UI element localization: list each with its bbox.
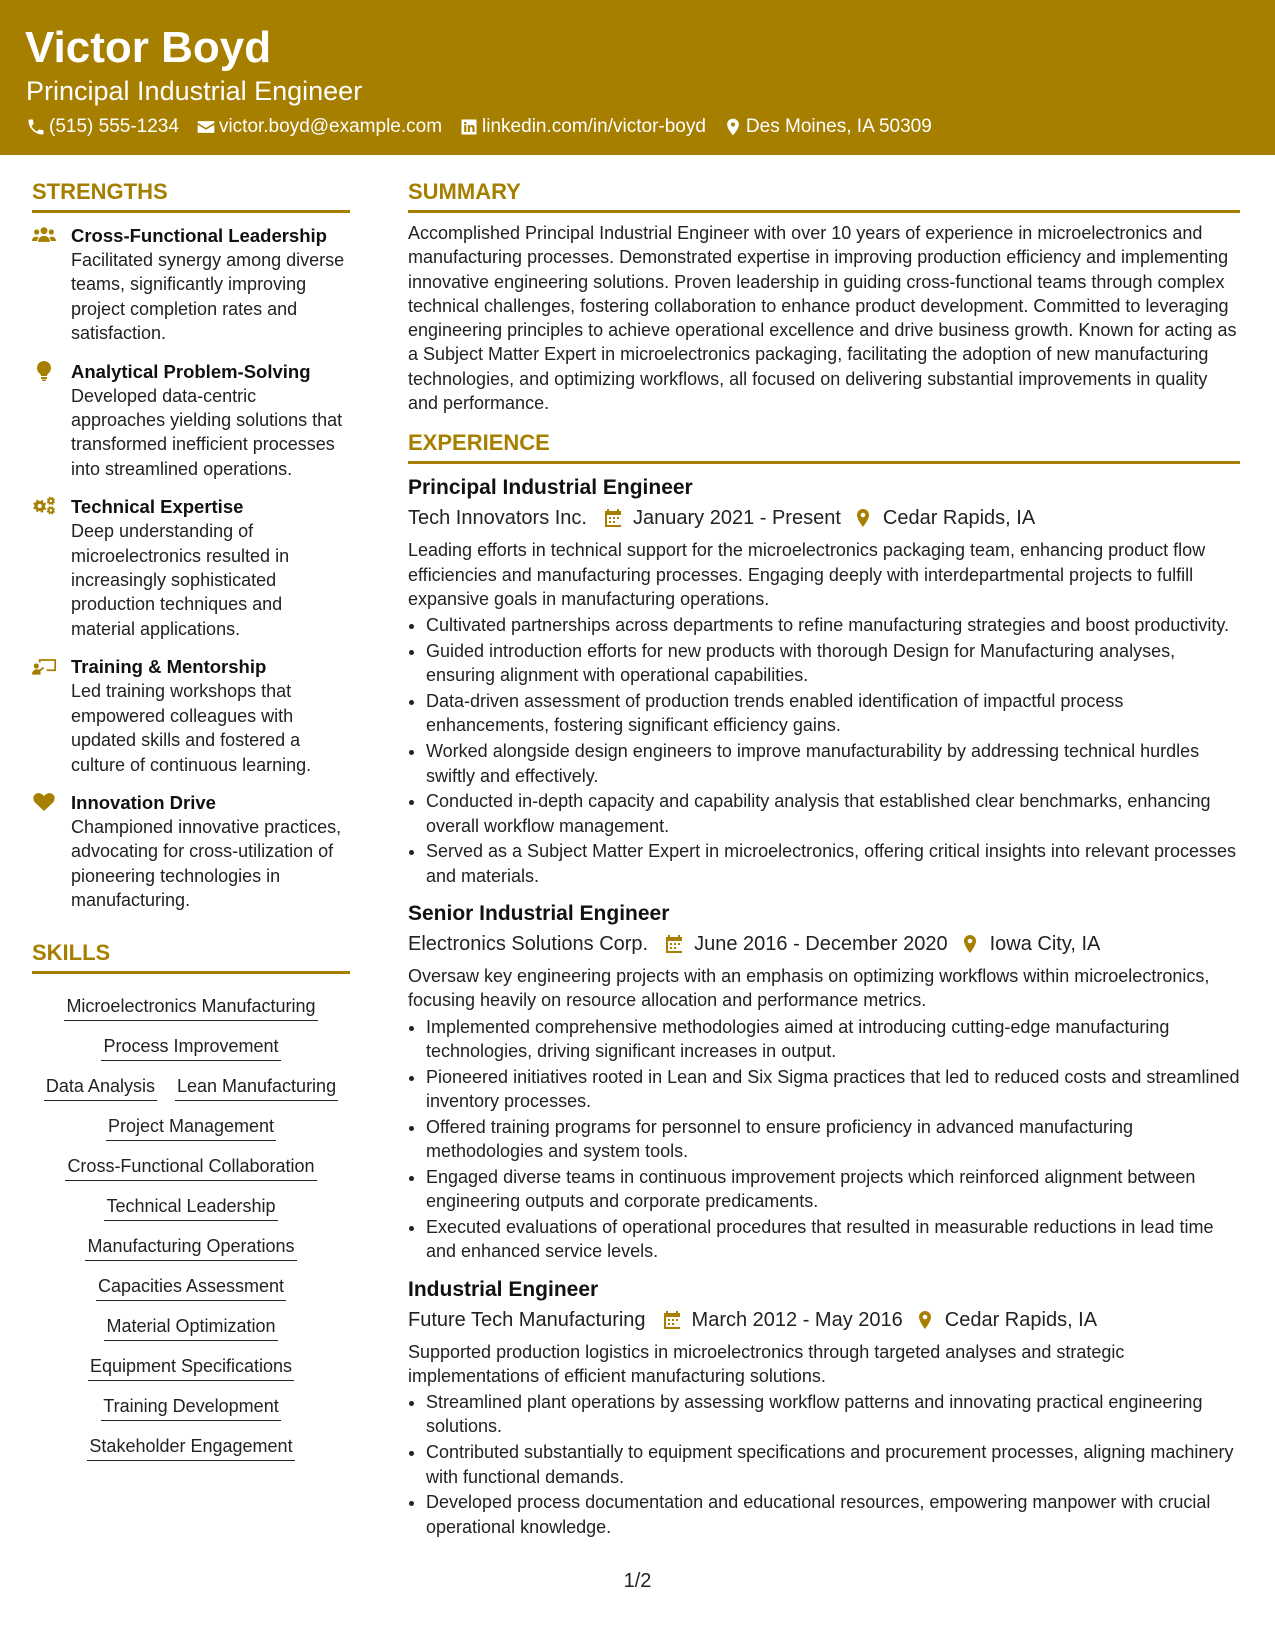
skills-heading: SKILLS: [32, 939, 350, 974]
calendar-icon: [662, 1310, 682, 1330]
skill-tag: Material Optimization: [104, 1315, 277, 1341]
job-company: Tech Innovators Inc.: [408, 507, 587, 530]
calendar-icon: [603, 508, 623, 528]
job-entry: [408, 474, 1240, 888]
strength-desc: Championed innovative practices, advocating for cross-utilization of pioneering technologies in manufacturing.: [71, 816, 342, 911]
skill-tag: Equipment Specifications: [88, 1355, 294, 1381]
contact-email-text: victor.boyd@example.com: [218, 116, 443, 137]
job-bullet: • Guided introduction efforts for new products with thorough Design for Manufacturing analyses, ensuring alignment with operational capabilities.: [426, 639, 1240, 688]
job-title: Principal Industrial Engineer: [408, 476, 693, 500]
gears-icon: [32, 496, 56, 516]
job-company: Electronics Solutions Corp.: [408, 933, 649, 956]
job-dates: June 2016 - December 2020: [694, 933, 948, 956]
job-bullets: [408, 1390, 1240, 1539]
job-bullet: • Worked alongside design engineers to improve manufacturability by addressing technical hurdles swiftly and effectively.: [426, 739, 1240, 788]
lightbulb-icon: [32, 361, 56, 381]
contact-location: [723, 116, 932, 138]
strength-title: Analytical Problem-Solving: [71, 360, 311, 382]
strength-item: [32, 359, 350, 482]
summary-heading: SUMMARY: [408, 178, 1240, 213]
job-dates: January 2021 - Present: [632, 507, 841, 530]
job-bullet: • Developed process documentation and educational resources, empowering manpower with crucial operational knowledge.: [426, 1490, 1240, 1539]
strength-desc: Facilitated synergy among diverse teams, significantly improving project completion rates and satisfaction.: [71, 250, 345, 344]
strength-item: [32, 790, 350, 913]
skill-tag: Stakeholder Engagement: [87, 1435, 294, 1461]
job-entry: [408, 900, 1240, 1264]
header: [0, 0, 1275, 155]
map-pin-icon: [960, 934, 980, 954]
map-pin-icon: [853, 508, 873, 528]
skill-tag: Manufacturing Operations: [85, 1235, 296, 1261]
job-description: Oversaw key engineering projects with an emphasis on optimizing workflows within microelectronics, focusing heavily on resource allocation and performance metrics.: [408, 966, 1210, 1011]
map-pin-icon: [723, 117, 743, 137]
job-meta: [408, 504, 1240, 532]
chalkboard-teacher-icon: [32, 656, 56, 676]
summary-text: Accomplished Principal Industrial Engineer with over 10 years of experience in microelectronics and manufacturing processes. Demonstrated expertise in improving production efficiency and implementing innovative engineering solutions. Proven leadership in guiding cross-functional teams through complex technical challenges, fostering collaboration to enhance product development. Committed to leveraging engineering principles to achieve operational excellence and drive business growth. Known for acting as a Subject Matter Expert in microelectronics packaging, facilitating the adoption of new manufacturing technologies, and optimizing workflows, all focused on delivering substantial improvements in quality and performance.: [408, 223, 1237, 414]
skill-tag: Data Analysis: [44, 1075, 157, 1101]
skill-tag: Project Management: [106, 1115, 276, 1141]
job-bullet: • Streamlined plant operations by assessing workflow patterns and innovating practical engineering solutions.: [426, 1390, 1240, 1439]
right-column: [408, 178, 1240, 1551]
strength-title: Cross-Functional Leadership: [71, 225, 327, 246]
skill-tag: Process Improvement: [101, 1035, 280, 1061]
contact-phone-text: (515) 555-1234: [49, 116, 179, 137]
calendar-icon: [664, 934, 684, 954]
job-bullet: • Pioneered initiatives rooted in Lean and Six Sigma practices that led to reduced costs and streamlined inventory processes.: [426, 1065, 1240, 1114]
skill-tag: Microelectronics Manufacturing: [64, 995, 317, 1021]
job-company: Future Tech Manufacturing: [408, 1308, 646, 1331]
job-bullet: • Executed evaluations of operational procedures that resulted in measurable reductions in lead time and enhanced service levels.: [426, 1215, 1240, 1264]
strength-desc: Developed data-centric approaches yielding solutions that transformed inefficient processes into streamlined operations.: [71, 385, 343, 479]
linkedin-icon: [459, 117, 479, 137]
job-bullet: • Engaged diverse teams in continuous improvement projects which reinforced alignment between engineering outputs and corporate predicaments.: [426, 1165, 1240, 1214]
heart-icon: [32, 792, 56, 812]
job-location: Iowa City, IA: [989, 933, 1101, 956]
job-bullets: [408, 613, 1240, 888]
users-icon: [32, 225, 56, 245]
strength-item: [32, 494, 350, 641]
contact-linkedin[interactable]: [459, 116, 706, 138]
strength-title: Technical Expertise: [71, 496, 244, 518]
job-meta: [408, 930, 1240, 958]
strength-title: Innovation Drive: [71, 791, 216, 813]
job-description: Leading efforts in technical support for the microelectronics packaging team, enhancing product flow efficiencies and manufacturing processes. Engaging deeply with interdepartmental projects to fulfill expansive goals in manufacturing operations.: [408, 540, 1206, 609]
skill-tag: Cross-Functional Collaboration: [65, 1155, 316, 1181]
candidate-title: Principal Industrial Engineer: [26, 76, 363, 106]
strength-desc: Deep understanding of microelectronics resulted in increasingly sophisticated production techniques and material applications.: [71, 521, 290, 639]
phone-icon: [26, 117, 46, 137]
job-bullet: • Contributed substantially to equipment specifications and procurement processes, aligning machinery with functional demands.: [426, 1440, 1240, 1489]
contact-email[interactable]: [196, 116, 442, 138]
job-bullet: • Implemented comprehensive methodologies aimed at introducing cutting-edge manufacturing technologies, driving significant increases in output.: [426, 1015, 1240, 1064]
candidate-name: Victor Boyd: [25, 23, 272, 72]
job-bullets: [408, 1015, 1240, 1264]
skills-list: [32, 984, 350, 1468]
job-bullet: • Offered training programs for personnel to ensure proficiency in advanced manufacturing methodologies and system tools.: [426, 1115, 1240, 1164]
contact-phone[interactable]: [26, 116, 179, 138]
map-pin-icon: [915, 1310, 935, 1330]
job-meta: [408, 1306, 1240, 1334]
strength-title: Training & Mentorship: [71, 656, 267, 678]
experience-heading: EXPERIENCE: [408, 429, 1240, 464]
job-entry: [408, 1276, 1240, 1539]
job-bullet: • Served as a Subject Matter Expert in microelectronics, offering critical insights into relevant processes and materials.: [426, 839, 1240, 888]
skill-tag: Training Development: [101, 1395, 280, 1421]
strength-item: [32, 223, 350, 346]
strengths-heading: STRENGTHS: [32, 178, 350, 213]
job-location: Cedar Rapids, IA: [882, 507, 1036, 530]
skill-tag: Capacities Assessment: [96, 1275, 286, 1301]
job-bullet: • Cultivated partnerships across departments to refine manufacturing strategies and boost productivity.: [426, 613, 1240, 637]
strength-item: [32, 654, 350, 777]
job-description: Supported production logistics in microelectronics through targeted analyses and strategic implementations of efficient manufacturing solutions.: [408, 1341, 1125, 1386]
job-location: Cedar Rapids, IA: [944, 1308, 1098, 1331]
strength-desc: Led training workshops that empowered colleagues with updated skills and fostered a culture of continuous learning.: [71, 681, 312, 775]
skill-tag: Technical Leadership: [104, 1195, 277, 1221]
page-number: 1/2: [623, 1570, 652, 1592]
job-bullet: • Conducted in-depth capacity and capability analysis that established clear benchmarks, enhancing overall workflow management.: [426, 789, 1240, 838]
contact-location-text: Des Moines, IA 50309: [745, 116, 932, 137]
job-title: Senior Industrial Engineer: [408, 902, 670, 926]
job-bullet: • Data-driven assessment of production trends enabled identification of impactful process enhancements, fostering significant efficiency gains.: [426, 689, 1240, 738]
skill-tag: Lean Manufacturing: [175, 1075, 338, 1101]
envelope-icon: [196, 117, 216, 137]
job-title: Industrial Engineer: [408, 1277, 599, 1301]
job-dates: March 2012 - May 2016: [691, 1308, 903, 1331]
left-column: [32, 178, 350, 1468]
contact-linkedin-text: linkedin.com/in/victor-boyd: [482, 116, 706, 137]
contact-bar: [26, 115, 949, 139]
